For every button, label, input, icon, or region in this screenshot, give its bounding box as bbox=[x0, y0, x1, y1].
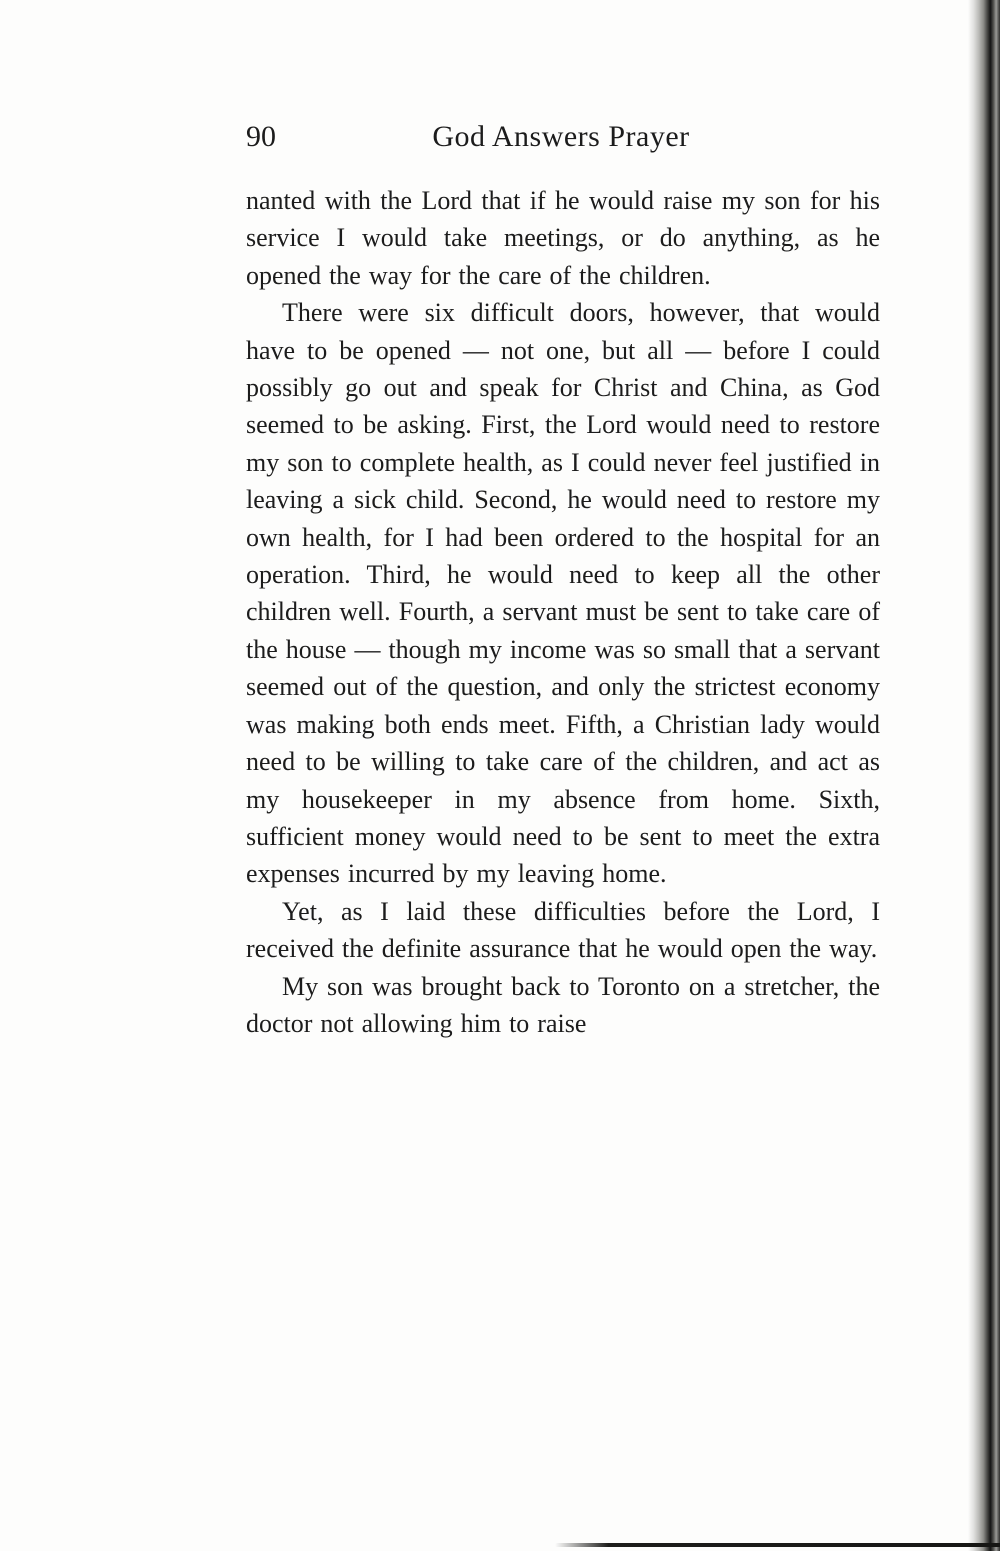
page-number: 90 bbox=[246, 120, 276, 153]
paragraph: My son was brought back to Toronto on a stretcher, the doctor not allowing him to raise bbox=[246, 971, 880, 1038]
page-title: God Answers Prayer bbox=[432, 120, 690, 153]
paragraph: nanted with the Lord that if he would raise my son for his service I would take meetings, or do anything, as he opened the way for the care of the children. bbox=[246, 186, 880, 290]
paragraph: Yet, as I laid these difficulties before the Lord, I received the definite assurance that he would open the way. bbox=[246, 896, 880, 964]
running-head bbox=[246, 120, 880, 154]
scan-edge-bottom-line bbox=[555, 1543, 1000, 1547]
scan-edge-shadow bbox=[968, 0, 1000, 1551]
book-page bbox=[246, 120, 880, 1042]
body-text bbox=[246, 182, 880, 1042]
paragraph: There were six difficult doors, however, that would have to be opened — not one, but all — before I could possibly go out and speak for Christ and China, as God seemed to be asking. First, the Lord would need to restore my son to complete health, as I could never feel justified in leaving a sick child. Second, he would need to restore my own health, for I had been ordered to the hospital for an operation. Third, he would need to keep all the other children well. Fourth, a servant must be sent to take care of the house — though my income was so small that a servant seemed out of the question, and only the strictest economy was making both ends meet. Fifth, a Christian lady would need to be willing to take care of the children, and act as my housekeeper in my absence from home. Sixth, sufficient money would need to be sent to meet the extra expenses incurred by my leaving home. bbox=[246, 298, 880, 889]
